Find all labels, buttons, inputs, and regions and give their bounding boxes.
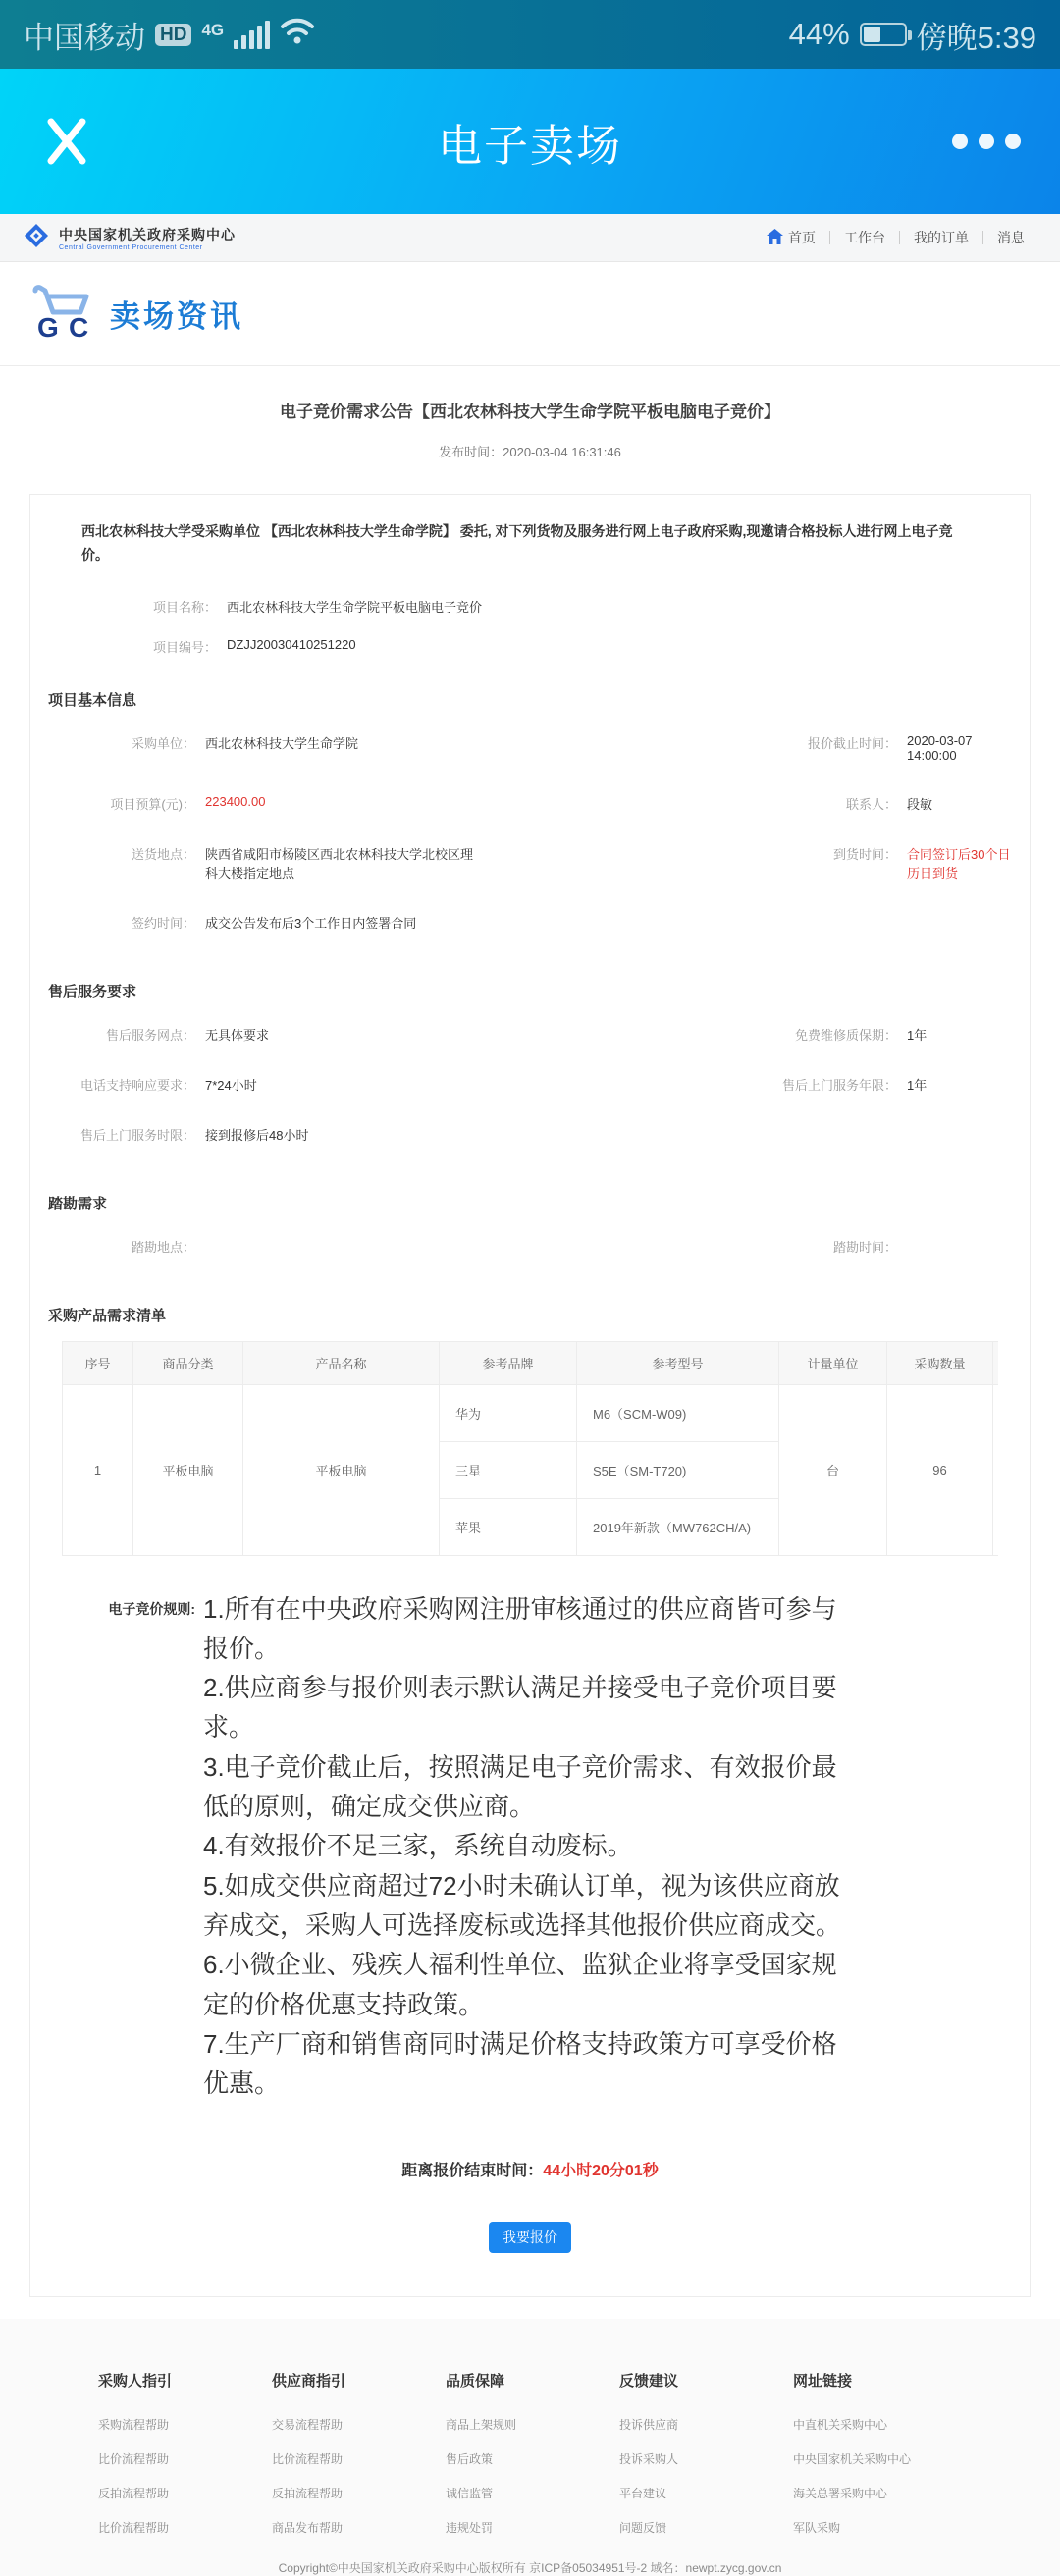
- footer-link[interactable]: 反拍流程帮助: [98, 2487, 170, 2501]
- rule-item: 7.生产厂商和销售商同时满足价格支持政策方可享受价格优惠。: [203, 2028, 837, 2099]
- battery-percent-label: 44%: [788, 17, 850, 51]
- footer-col-feedback: 反馈建议 投诉供应商 投诉采购人 平台建议 问题反馈: [619, 2370, 793, 2553]
- bidding-rules: [48, 1589, 1012, 2104]
- more-menu-icon[interactable]: [952, 134, 1021, 149]
- footer-link[interactable]: 投诉供应商: [619, 2418, 679, 2433]
- footer-link[interactable]: 海关总署采购中心: [793, 2487, 888, 2501]
- footer-link[interactable]: 售后政策: [446, 2452, 494, 2467]
- countdown-label: 距离报价结束时间：: [401, 2163, 544, 2180]
- project-no-label: 项目编号：: [152, 639, 217, 655]
- site-nav: [0, 214, 1060, 262]
- wifi-icon: [280, 16, 315, 53]
- budget-value: 223400.00: [205, 793, 266, 809]
- table-row: [63, 1384, 999, 1441]
- footer-link[interactable]: 反拍流程帮助: [272, 2487, 344, 2501]
- product-cell: 平板电脑: [243, 1384, 440, 1555]
- announcement-card: [29, 494, 1031, 2297]
- product-list-heading: 采购产品需求清单: [48, 1307, 167, 1324]
- footer-link[interactable]: 商品上架规则: [446, 2418, 517, 2433]
- status-bar: [0, 0, 1060, 69]
- quote-button[interactable]: 我要报价: [489, 2222, 571, 2253]
- project-no-value: DZJJ20030410251220: [227, 636, 356, 652]
- rules-body: [203, 1589, 841, 2104]
- brand-cell: 华为: [440, 1384, 577, 1441]
- footer-link[interactable]: 中央国家机关采购中心: [793, 2452, 912, 2467]
- model-cell: M6（SCM-W09): [577, 1384, 779, 1441]
- footer-col-sites: 网址链接 中直机关采购中心 中央国家机关采购中心 海关总署采购中心 军队采购: [793, 2370, 967, 2553]
- unit-cell: 台: [779, 1384, 887, 1555]
- brand-cell: 三星: [440, 1441, 577, 1498]
- countdown-value: 44小时20分01秒: [543, 2163, 659, 2180]
- product-table-wrap: [62, 1341, 998, 1556]
- svg-text:G: G: [37, 312, 59, 340]
- nav-item-messages[interactable]: 消息: [997, 230, 1025, 245]
- footer-col-supplier-guide: 供应商指引 交易流程帮助 比价流程帮助 反拍流程帮助 商品发布帮助: [272, 2370, 446, 2553]
- footer-link[interactable]: 违规处罚: [446, 2521, 494, 2536]
- after-sale-heading: 售后服务要求: [48, 983, 137, 1000]
- announcement-title: 电子竞价需求公告【西北农林科技大学生命学院平板电脑电子竞价】: [280, 402, 780, 421]
- signal-strength-icon: [234, 20, 270, 49]
- deadline-value: 2020-03-07 14:00:00: [907, 732, 973, 763]
- basic-info-heading: 项目基本信息: [48, 691, 137, 709]
- home-icon: [767, 229, 783, 247]
- sign-time-value: 成交公告发布后3个工作日内签署合同: [205, 915, 417, 931]
- contact-value: 段敏: [907, 796, 933, 812]
- section-header: [0, 262, 1060, 366]
- countdown: [48, 2158, 1012, 2180]
- logo-title: 中央国家机关政府采购中心: [59, 226, 236, 242]
- footer-link[interactable]: 交易流程帮助: [272, 2418, 344, 2433]
- footer-col-buyer-guide: 采购人指引 采购流程帮助 比价流程帮助 反拍流程帮助 比价流程帮助: [98, 2370, 272, 2553]
- footer-link[interactable]: 军队采购: [793, 2521, 841, 2536]
- rule-item: 3.电子竞价截止后，按照满足电子竞价需求、有效报价最低的原则，确定成交供应商。: [203, 1751, 837, 1822]
- battery-icon: [860, 23, 907, 46]
- delivery-address-value: 陕西省咸阳市杨陵区西北农林科技大学北校区理科大楼指定地点: [205, 846, 474, 881]
- product-table: [62, 1341, 998, 1556]
- survey-heading: 踏勘需求: [48, 1195, 108, 1212]
- project-name-value: 西北农林科技大学生命学院平板电脑电子竞价: [227, 599, 483, 615]
- rules-label: 电子竞价规则:: [108, 1600, 195, 1617]
- seq-cell: 1: [63, 1384, 133, 1555]
- announcement-head: [0, 366, 1060, 486]
- brand-cell: 苹果: [440, 1498, 577, 1555]
- notice-intro: 西北农林科技大学受采购单位 【西北农林科技大学生命学院】 委托, 对下列货物及服务进行网上电子政府采购,现邀请合格投标人进行网上电子竞价。: [81, 523, 953, 563]
- rule-item: 5.如成交供应商超过72小时未确认订单，视为该供应商放弃成交，采购人可选择废标或选择其他报价供应商成交。: [203, 1870, 842, 1940]
- footer-link[interactable]: 商品发布帮助: [272, 2521, 344, 2536]
- category-cell: 平板电脑: [133, 1384, 243, 1555]
- table-header-row: 序号 商品分类 产品名称 参考品牌 参考型号 计量单位 采购数量: [63, 1341, 999, 1384]
- basic-info-grid: 采购单位： 西北农林科技大学生命学院 报价截止时间： 2020-03-07 14:00:00 项目预算(元)： 223400.00 联系人： 段敏 送货地点： 陕西省咸阳市杨陵区西北农林科技大学北校区理科大楼指定地点 到货时间： 合同签订后30个日历日到货 签约时间： 成交公告发布后3个工作日内签署合同: [110, 732, 1011, 931]
- after-sale-grid: 售后服务网点： 无具体要求 免费维修质保期： 1年 电话支持响应要求： 7*24小时 售后上门服务年限： 1年 售后上门服务时限： 接到报修后48小时: [80, 1027, 928, 1143]
- site-logo[interactable]: [22, 221, 236, 255]
- cart-icon: [31, 283, 94, 345]
- logo-subtitle: Central Government Procurement Center: [59, 243, 203, 251]
- copyright-text: Copyright©中央国家机关政府采购中心版权所有 京ICP备05034951号-2 域名：newpt.zycg.gov.cn: [278, 2561, 782, 2576]
- footer: [0, 2319, 1060, 2576]
- footer-link[interactable]: 采购流程帮助: [98, 2418, 170, 2433]
- carrier-label: 中国移动: [24, 20, 145, 55]
- footer-link[interactable]: 比价流程帮助: [98, 2452, 170, 2467]
- logo-diamond-icon: [22, 221, 51, 255]
- footer-link[interactable]: 投诉采购人: [619, 2452, 679, 2467]
- footer-link[interactable]: 平台建议: [619, 2487, 667, 2501]
- project-name-label: 项目名称：: [152, 599, 217, 615]
- svg-text:C: C: [69, 312, 89, 340]
- footer-link[interactable]: 比价流程帮助: [98, 2521, 170, 2536]
- arrival-time-value: 合同签订后30个日历日到货: [907, 846, 1011, 881]
- network-type-label: 4G: [201, 20, 225, 39]
- rule-item: 2.供应商参与报价则表示默认满足并接受电子竞价项目要求。: [203, 1673, 837, 1743]
- publish-time-label: 发布时间：2020-03-04 16:31:46: [439, 445, 621, 459]
- footer-link[interactable]: 中直机关采购中心: [793, 2418, 888, 2433]
- purchaser-value: 西北农林科技大学生命学院: [205, 735, 359, 751]
- rule-item: 4.有效报价不足三家，系统自动废标。: [203, 1831, 633, 1861]
- model-cell: S5E（SM-T720): [577, 1441, 779, 1498]
- project-no-row: [48, 637, 1012, 656]
- project-name-row: [48, 597, 1012, 616]
- nav-item-home[interactable]: 首页: [753, 228, 829, 247]
- hd-badge: HD: [155, 24, 191, 46]
- survey-grid: 踏勘地点： 踏勘时间：: [131, 1239, 897, 1255]
- nav-item-workbench[interactable]: 工作台: [844, 230, 885, 245]
- model-cell: 2019年新款（MW762CH/A): [577, 1498, 779, 1555]
- page-title: 电子卖场: [437, 120, 622, 171]
- footer-link[interactable]: 比价流程帮助: [272, 2452, 344, 2467]
- rule-item: 1.所有在中央政府采购网注册审核通过的供应商皆可参与报价。: [203, 1593, 837, 1663]
- quantity-cell: 96: [887, 1384, 993, 1555]
- section-title: 卖场资讯: [110, 299, 243, 334]
- clock-label: 傍晚5:39: [916, 20, 1036, 55]
- rule-item: 6.小微企业、残疾人福利性单位、监狱企业将享受国家规定的价格优惠支持政策。: [203, 1950, 837, 2019]
- footer-link[interactable]: 问题反馈: [619, 2521, 667, 2536]
- footer-link[interactable]: 诚信监管: [446, 2487, 494, 2501]
- nav-item-orders[interactable]: 我的订单: [914, 230, 969, 245]
- app-header: [0, 69, 1060, 214]
- close-icon[interactable]: [39, 114, 94, 169]
- footer-col-quality: 品质保障 商品上架规则 售后政策 诚信监管 违规处罚: [446, 2370, 619, 2553]
